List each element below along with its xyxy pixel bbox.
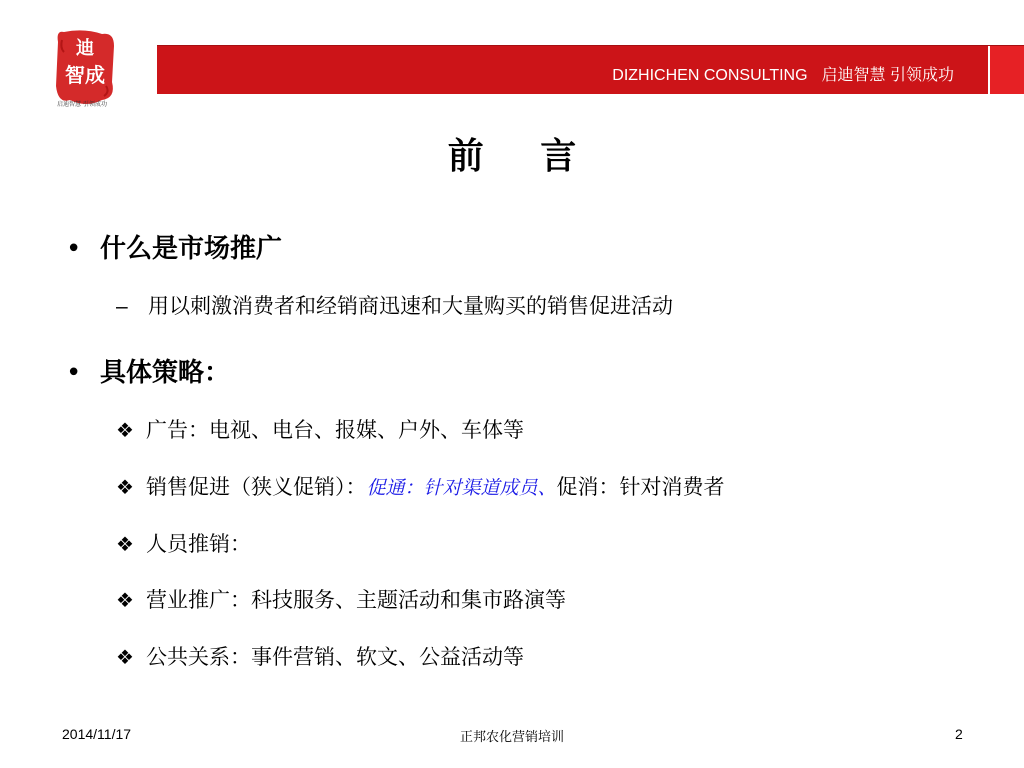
channel-promotion-text: 促通：针对渠道成员、 xyxy=(366,477,557,499)
strategy-item-sales-promotion xyxy=(116,471,725,501)
header-accent-block xyxy=(988,46,1024,94)
company-slogan-cn: 启迪智慧 引领成功 xyxy=(821,67,954,84)
header-bar xyxy=(157,45,1024,94)
strategy-text: 人员推销： xyxy=(146,532,251,556)
section-what-is-promotion xyxy=(66,228,282,265)
section-strategies xyxy=(66,352,230,389)
diamond-bullet-icon: ❖ xyxy=(116,418,134,442)
strategy-item-advertising xyxy=(116,414,524,444)
slide-title: 前 言 xyxy=(447,135,599,177)
logo-tagline: 启迪智慧 引领成功 xyxy=(57,101,107,108)
company-logo xyxy=(52,26,118,110)
strategy-item-business-promotion xyxy=(116,584,566,614)
logo-text-bottom: 智成 xyxy=(65,63,105,87)
company-name-en: DIZHICHEN CONSULTING xyxy=(612,67,808,84)
header-text xyxy=(612,62,954,85)
strategy-text: 销售促进（狭义促销）： xyxy=(146,475,367,499)
consumer-promotion-text: 促消：针对消费者 xyxy=(556,475,725,499)
footer-date: 2014/11/17 xyxy=(62,726,132,742)
dash-marker: – xyxy=(116,295,128,318)
bullet-dot: • xyxy=(66,358,82,388)
section-heading: 什么是市场推广 xyxy=(100,234,283,264)
diamond-bullet-icon: ❖ xyxy=(116,532,134,556)
diamond-bullet-icon: ❖ xyxy=(116,475,134,499)
diamond-bullet-icon: ❖ xyxy=(116,645,134,669)
strategy-item-public-relations xyxy=(116,641,524,671)
promotion-definition xyxy=(116,290,673,320)
section-heading: 具体策略： xyxy=(100,358,231,388)
logo-text-top: 迪 xyxy=(76,38,94,59)
strategy-text: 营业推广：科技服务、主题活动和集市路演等 xyxy=(146,588,566,612)
diamond-bullet-icon: ❖ xyxy=(116,588,134,612)
strategy-text: 广告：电视、电台、报媒、户外、车体等 xyxy=(146,418,524,442)
strategy-item-personal-selling xyxy=(116,528,251,558)
footer-title: 正邦农化营销培训 xyxy=(459,730,564,745)
page-number: 2 xyxy=(955,726,963,742)
strategy-text: 公共关系：事件营销、软文、公益活动等 xyxy=(146,645,524,669)
definition-text: 用以刺激消费者和经销商迅速和大量购买的销售促进活动 xyxy=(148,294,673,318)
bullet-dot: • xyxy=(66,234,82,264)
